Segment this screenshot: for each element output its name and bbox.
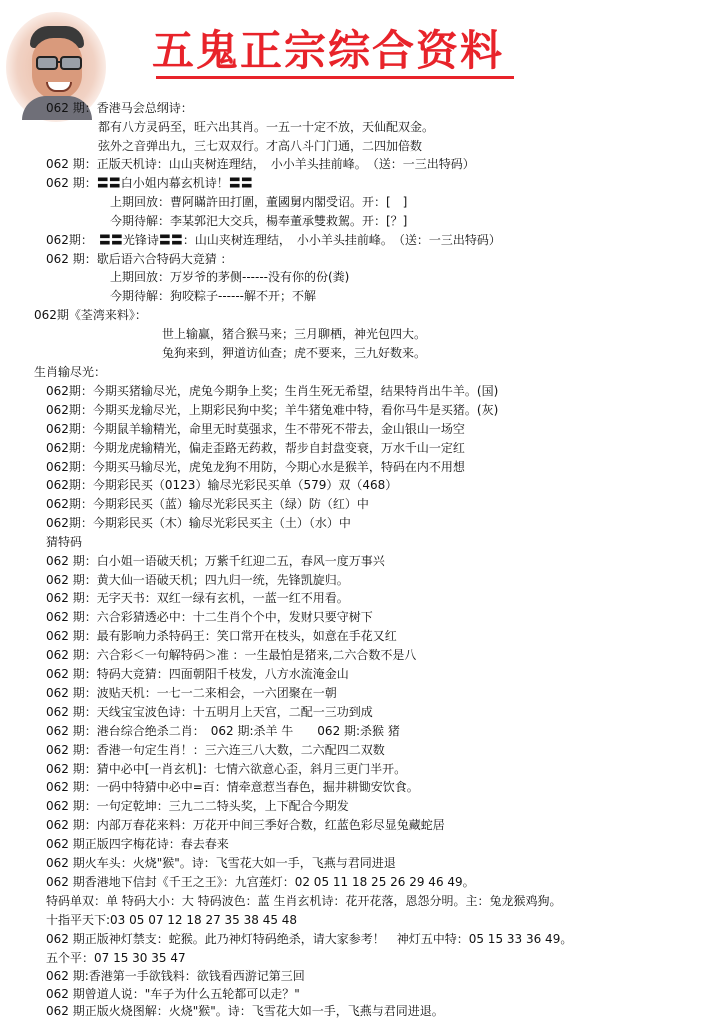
text-line: 062 期：香港马会总纲诗： — [46, 101, 193, 115]
text-line: 062 期：无字天书：双红一绿有玄机，一蓝一红不用看。 — [46, 591, 349, 605]
text-line: 上期回放：万岁爷的茅侧------没有你的份(粪) — [110, 270, 350, 284]
text-line: 062期《荃湾来料》： — [34, 308, 147, 322]
text-line: 062 期：香港一句定生肖！：三六连三八大数，二六配四二双数 — [46, 743, 385, 757]
text-line: 062 期：猜中必中[一肖玄机]：七情六欲意心歪，斜月三更门半开。 — [46, 762, 407, 776]
text-line: 世上输赢，猪合猴马来；三月聊栖，神光包四大。 — [162, 327, 427, 341]
text-line: 十指平天下:03 05 07 12 18 27 35 38 45 48 — [46, 913, 298, 927]
text-line: 上期回放：曹阿瞞許田打圍，董國舅内閣受诏。开：[ ] — [110, 195, 408, 209]
text-line: 兔狗来到，狎道访仙查；虎不要来，三九好数来。 — [162, 346, 427, 360]
text-line: 062期：今期彩民买（木）输尽光彩民买主（土）（水）中 — [46, 516, 351, 530]
page-title: 五鬼正宗综合资料 — [152, 26, 505, 75]
text-line: 062 期正版神灯禁支：蛇猴。此乃神灯特码绝杀，请大家参考！ 神灯五中特：05 15 33 36 49。 — [46, 932, 573, 946]
text-line: 062 期：正版天机诗：山山夹树连理结， 小小羊头挂前峰。 （送：一三出特码） — [46, 157, 475, 171]
text-line: 062 期曾道人说："车子为什么五轮都可以走？" — [46, 987, 300, 1001]
text-line: 062期： 〓〓光锋诗〓〓：山山夹树连理结， 小小羊头挂前峰。 （送：一三出特码） — [46, 233, 501, 247]
text-line: 都有八方灵码至，旺六出其肖。一五一十定不放，天仙配双金。 — [98, 120, 435, 134]
text-line: 062 期：黄大仙一语破天机；四九归一统，先锋凯旋归。 — [46, 573, 349, 587]
text-line: 062 期：〓〓白小姐内幕玄机诗！〓〓 — [46, 176, 253, 190]
text-line: 062 期:香港第一手欲钱料：欲钱看西游记第三回 — [46, 969, 305, 983]
text-line: 今期待解：李某郭汜大交兵，楊奉董承雙救駕。开：[？] — [110, 214, 408, 228]
text-line: 062期：今期龙虎输精光，偏走歪路无药救，帮步自封盘变衰，万水千山一定红 — [46, 441, 465, 455]
text-line: 062期：今期买马输尽光，虎兔龙狗不用防，今期心水是猴羊，特码在内不用想 — [46, 460, 465, 474]
text-line: 062期：今期买猪输尽光，虎兔今期争上奖；生肖生死无希望，结果特肖出牛羊。(国) — [46, 384, 499, 398]
text-line: 特码单双：单 特码大小：大 特码波色：蓝 生肖玄机诗：花开花落，恩怨分明。主：兔龙猴鸡狗。 — [46, 894, 562, 908]
text-line: 弦外之音弹出九，三七双双行。才高八斗门门通，二四加倍数 — [98, 139, 423, 153]
text-line: 062 期：白小姐一语破天机；万紫千红迎二五，春风一度万事兴 — [46, 554, 385, 568]
avatar-glasses-left — [36, 56, 58, 70]
title-underline — [156, 76, 514, 79]
text-line: 五个平：07 15 30 35 47 — [46, 951, 186, 965]
section-heading: 生肖输尽光： — [34, 365, 107, 379]
text-line: 062 期香港地下信封《千王之王》：九宫莲灯：02 05 11 18 25 26 29 46 49。 — [46, 875, 475, 889]
text-line: 062 期：一码中特猜中必中=百：情牵意惹当春色，掘井耕锄安饮食。 — [46, 780, 419, 794]
text-line: 062 期正版火烧图解：火烧"猴"。诗：飞雪花大如一手，飞燕与君同进退。 — [46, 1004, 444, 1018]
text-line: 062 期：歇后语六合特码大竞猜 ： — [46, 252, 233, 266]
text-line: 062 期：最有影响力杀特码王：笑口常开在枝头，如意在手花又红 — [46, 629, 397, 643]
text-line: 062期：今期彩民买（0123）输尽光彩民买单（579）双（468） — [46, 478, 398, 492]
text-line: 062 期：特码大竞猜：四面朝阳千枝发，八方水流淹金山 — [46, 667, 349, 681]
text-line: 062 期：六合彩猜透必中：十二生肖个个中，发财只要守树下 — [46, 610, 373, 624]
text-line: 062 期：港台综合绝杀二肖： 062 期:杀羊 牛 062 期:杀猴 猪 — [46, 724, 400, 738]
text-line: 062 期正版四字梅花诗：春去春来 — [46, 837, 229, 851]
text-line: 062 期：六合彩＜一句解特码＞准 ：一生最怕是猪来,二六合数不是八 — [46, 648, 417, 662]
text-line: 062 期：内部万春花来料：万花开中间三季好合数，红蓝色彩尽显兔藏蛇居 — [46, 818, 445, 832]
text-line: 今期待解：狗咬粽子------解不开；不解 — [110, 289, 316, 303]
text-line: 062 期：天线宝宝波色诗：十五明月上天宫，二配一三功到成 — [46, 705, 373, 719]
text-line: 062 期：一句定乾坤：三九二二特头奖，上下配合今期发 — [46, 799, 349, 813]
text-line: 062期：今期鼠羊输精光，命里无时莫强求，生不带死不带去，金山银山一场空 — [46, 422, 465, 436]
text-line: 062 期：波贴天机：一七一二来相会，一六团聚在一朝 — [46, 686, 337, 700]
text-line: 062期：今期彩民买（蓝）输尽光彩民买主（绿）防（红）中 — [46, 497, 369, 511]
section-heading: 猜特码 — [46, 535, 83, 549]
avatar-glasses-right — [60, 56, 82, 70]
text-line: 062 期火车头：火烧"猴"。诗：飞雪花大如一手，飞燕与君同进退 — [46, 856, 396, 870]
text-line: 062期：今期买龙输尽光，上期彩民狗中奖；羊牛猪兔难中特，看你马牛是买猪。(灰) — [46, 403, 499, 417]
